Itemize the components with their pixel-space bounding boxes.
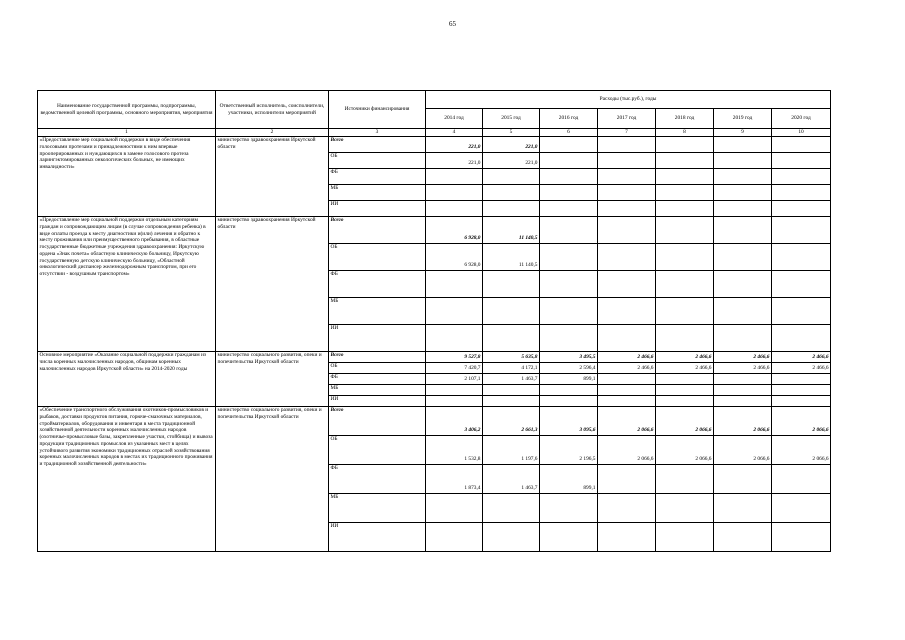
expense-value [426,201,483,217]
expense-value: 2 466,6 [598,363,656,374]
measure-name: «Предоставление мер социальной поддержки отдельным категориям граждан и сопровождающим лицам (в случае сопровождения ребенка) в виде оплаты проезда к месту диагностики и(или) лечения и обратно к месту проживания или преимущественного пребывания, в областные государственные бюджетные учреждения здравоохранения: Иркутскую ордена «Знак почета» областную клиническую больницу, Иркутскую государственную детскую клиническую больницу, «Областной онкологический диспансер железнодорожным транспортом, при его отсутствии - воздушным транспортом» [38,217,216,352]
expense-value [540,494,598,523]
expense-value: 3 495,5 [540,352,598,363]
expense-value [426,169,483,185]
expense-value [426,325,483,352]
expense-value [656,153,714,169]
expense-value [714,374,772,385]
expense-value: 221,0 [426,137,483,153]
funding-source: ОБ [329,153,426,169]
funding-source: МБ [329,494,426,523]
expense-value [483,185,540,201]
expense-value [656,201,714,217]
column-index: 4 [426,129,483,137]
expense-value [598,244,656,271]
table-row [38,352,831,363]
expense-value [598,271,656,298]
expense-value [483,201,540,217]
expense-value [714,523,772,552]
expense-value [772,465,831,494]
expense-value [483,298,540,325]
expense-value [540,244,598,271]
funding-source: ИИ [329,396,426,407]
expense-value [656,244,714,271]
expense-value [540,523,598,552]
funding-source: Всего [329,352,426,363]
column-index: 8 [656,129,714,137]
expense-value [483,396,540,407]
expense-value [772,137,831,153]
expense-value: 2 066,6 [714,436,772,465]
expense-value [598,396,656,407]
expense-value [656,396,714,407]
expense-value [772,201,831,217]
expense-value: 2 466,6 [656,352,714,363]
expense-value: 4 172,1 [483,363,540,374]
expense-value [598,494,656,523]
expense-value [598,374,656,385]
expense-value [656,523,714,552]
measure-name: «Предоставление мер социальной поддержки в виде обеспечения голосовыми протезами и принадлежностями к ним впервые прооперированных и нуждающихся в замене голосового протеза ларингэктомированных онкологических больных, не имеющих инвалидности» [38,137,216,217]
funding-source: ФБ [329,169,426,185]
expense-value [772,217,831,244]
expense-value: 2 066,6 [772,436,831,465]
header-year: 2014 год [426,109,483,129]
funding-source: ОБ [329,244,426,271]
measure-executor: министерство социального развития, опеки и попечительства Иркутской области [216,407,329,552]
expense-value [656,298,714,325]
expense-value [483,523,540,552]
expense-value: 3 095,6 [540,407,598,436]
budget-table [37,90,831,552]
expense-value [714,465,772,494]
expense-value [483,325,540,352]
expense-value [714,169,772,185]
expense-value [540,153,598,169]
expense-value: 2 596,4 [540,363,598,374]
expense-value [540,325,598,352]
measure-name: «Обеспечение транспортного обслуживания охотников-промысловиков и рыбаков, доставки продуктов питания, горюче-смазочных материалов, стройматериалов, оборудования и инвентаря в места традиционной хозяйственной деятельности коренных малочисленных народов (охотничье-промысловые базы, закрепленные участки, стойбища) и вывоза продукции традиционных промыслов из указанных мест в целях устойчивого развития экономики традиционных отраслей хозяйствования коренных малочисленных народов в местах их традиционного проживания и традиционной хозяйственной деятельности» [38,407,216,552]
budget-table-container [37,90,830,552]
funding-source: ИИ [329,325,426,352]
column-index: 2 [216,129,329,137]
expense-value [598,523,656,552]
expense-value [598,298,656,325]
expense-value [426,298,483,325]
expense-value: 2 196,5 [540,436,598,465]
expense-value: 9 527,8 [426,352,483,363]
expense-value [656,271,714,298]
expense-value [714,396,772,407]
expense-value [540,217,598,244]
expense-value [772,374,831,385]
expense-value [714,185,772,201]
expense-value [714,217,772,244]
expense-value: 5 635,8 [483,352,540,363]
funding-source: ФБ [329,271,426,298]
expense-value [656,137,714,153]
expense-value [540,271,598,298]
funding-source: Всего [329,217,426,244]
expense-value: 1 873,4 [426,465,483,494]
expense-value: 2 107,1 [426,374,483,385]
expense-value [540,137,598,153]
table-row [38,217,831,244]
expense-value [772,494,831,523]
expense-value: 6 928,0 [426,217,483,244]
expense-value: 2 466,6 [772,363,831,374]
expense-value [540,169,598,185]
expense-value: 2 066,6 [656,436,714,465]
expense-value [714,385,772,396]
expense-value [772,185,831,201]
header-year: 2019 год [714,109,772,129]
expense-value [772,325,831,352]
funding-source: ФБ [329,465,426,494]
expense-value [714,271,772,298]
expense-value [598,465,656,494]
expense-value: 899,1 [540,374,598,385]
expense-value [598,169,656,185]
funding-source: Всего [329,137,426,153]
funding-source: ИИ [329,201,426,217]
expense-value [714,244,772,271]
column-index: 1 [38,129,216,137]
expense-value [656,169,714,185]
expense-value [426,385,483,396]
expense-value [656,494,714,523]
expense-value [772,271,831,298]
header-year: 2018 год [656,109,714,129]
expense-value [598,217,656,244]
expense-value: 221,0 [426,153,483,169]
expense-value [656,385,714,396]
funding-source: ОБ [329,363,426,374]
expense-value [540,298,598,325]
expense-value [426,185,483,201]
expense-value: 6 928,0 [426,244,483,271]
expense-value [714,298,772,325]
table-body [38,137,831,552]
expense-value: 2 466,6 [714,363,772,374]
expense-value [483,271,540,298]
expense-value: 2 066,6 [714,407,772,436]
expense-value [483,385,540,396]
expense-value: 2 066,6 [772,407,831,436]
measure-executor: министерство здравоохранения Иркутской области [216,137,329,217]
expense-value [656,325,714,352]
expense-value [656,374,714,385]
expense-value: 1 463,7 [483,465,540,494]
expense-value [426,271,483,298]
funding-source: МБ [329,385,426,396]
expense-value: 3 406,2 [426,407,483,436]
column-index: 5 [483,129,540,137]
column-index: 7 [598,129,656,137]
expense-value: 221,0 [483,137,540,153]
header-name: Наименование государственной программы, подпрограммы, ведомственной целевой программы, основного мероприятия, мероприятия [38,91,216,129]
expense-value [656,217,714,244]
expense-value [598,153,656,169]
expense-value [714,153,772,169]
expense-value [714,137,772,153]
header-year: 2017 год [598,109,656,129]
expense-value: 899,1 [540,465,598,494]
column-index: 3 [329,129,426,137]
expense-value [772,169,831,185]
funding-source: ИИ [329,523,426,552]
expense-value [598,385,656,396]
table-row [38,407,831,436]
expense-value [714,325,772,352]
expense-value: 1 532,8 [426,436,483,465]
page-number: 65 [449,20,456,28]
expense-value: 2 661,3 [483,407,540,436]
expense-value: 2 466,6 [598,352,656,363]
expense-value [598,325,656,352]
expense-value [483,494,540,523]
measure-executor: министерство здравоохранения Иркутской области [216,217,329,352]
column-index: 10 [772,129,831,137]
expense-value: 11 140,5 [483,217,540,244]
funding-source: ФБ [329,374,426,385]
expense-value [772,153,831,169]
expense-value [540,201,598,217]
column-index: 9 [714,129,772,137]
header-source: Источники финансирования [329,91,426,129]
table-row [38,137,831,153]
expense-value [772,298,831,325]
expense-value [598,137,656,153]
expense-value [426,396,483,407]
header-expenses: Расходы (тыс.руб.), годы [426,91,831,109]
funding-source: Всего [329,407,426,436]
expense-value: 11 140,5 [483,244,540,271]
expense-value [714,494,772,523]
funding-source: МБ [329,298,426,325]
expense-value [772,244,831,271]
expense-value: 1 463,7 [483,374,540,385]
header-executor: Ответственный исполнитель, соисполнители, участники, исполнители мероприятий [216,91,329,129]
expense-value [656,465,714,494]
measure-name: Основное мероприятие «Оказание социальной поддержки гражданам из числа коренных малочисленных народов, общинам коренных малочисленных народов Иркутской области» на 2014-2020 годы [38,352,216,407]
expense-value [540,396,598,407]
expense-value: 7 420,7 [426,363,483,374]
measure-executor: министерство социального развития, опеки и попечительства Иркутской области [216,352,329,407]
expense-value: 2 466,6 [714,352,772,363]
expense-value: 2 466,6 [656,363,714,374]
expense-value: 2 066,6 [598,436,656,465]
expense-value: 2 066,6 [656,407,714,436]
expense-value [483,169,540,185]
expense-value [540,385,598,396]
expense-value: 2 466,6 [772,352,831,363]
expense-value [772,385,831,396]
expense-value [772,523,831,552]
expense-value: 221,0 [483,153,540,169]
header-year: 2020 год [772,109,831,129]
header-year: 2016 год [540,109,598,129]
expense-value [656,185,714,201]
expense-value [714,201,772,217]
column-index: 6 [540,129,598,137]
header-year: 2015 год [483,109,540,129]
funding-source: МБ [329,185,426,201]
expense-value [426,523,483,552]
expense-value [540,185,598,201]
expense-value [772,396,831,407]
funding-source: ОБ [329,436,426,465]
expense-value [426,494,483,523]
expense-value [598,185,656,201]
expense-value: 2 066,6 [598,407,656,436]
expense-value [598,201,656,217]
expense-value: 1 197,6 [483,436,540,465]
